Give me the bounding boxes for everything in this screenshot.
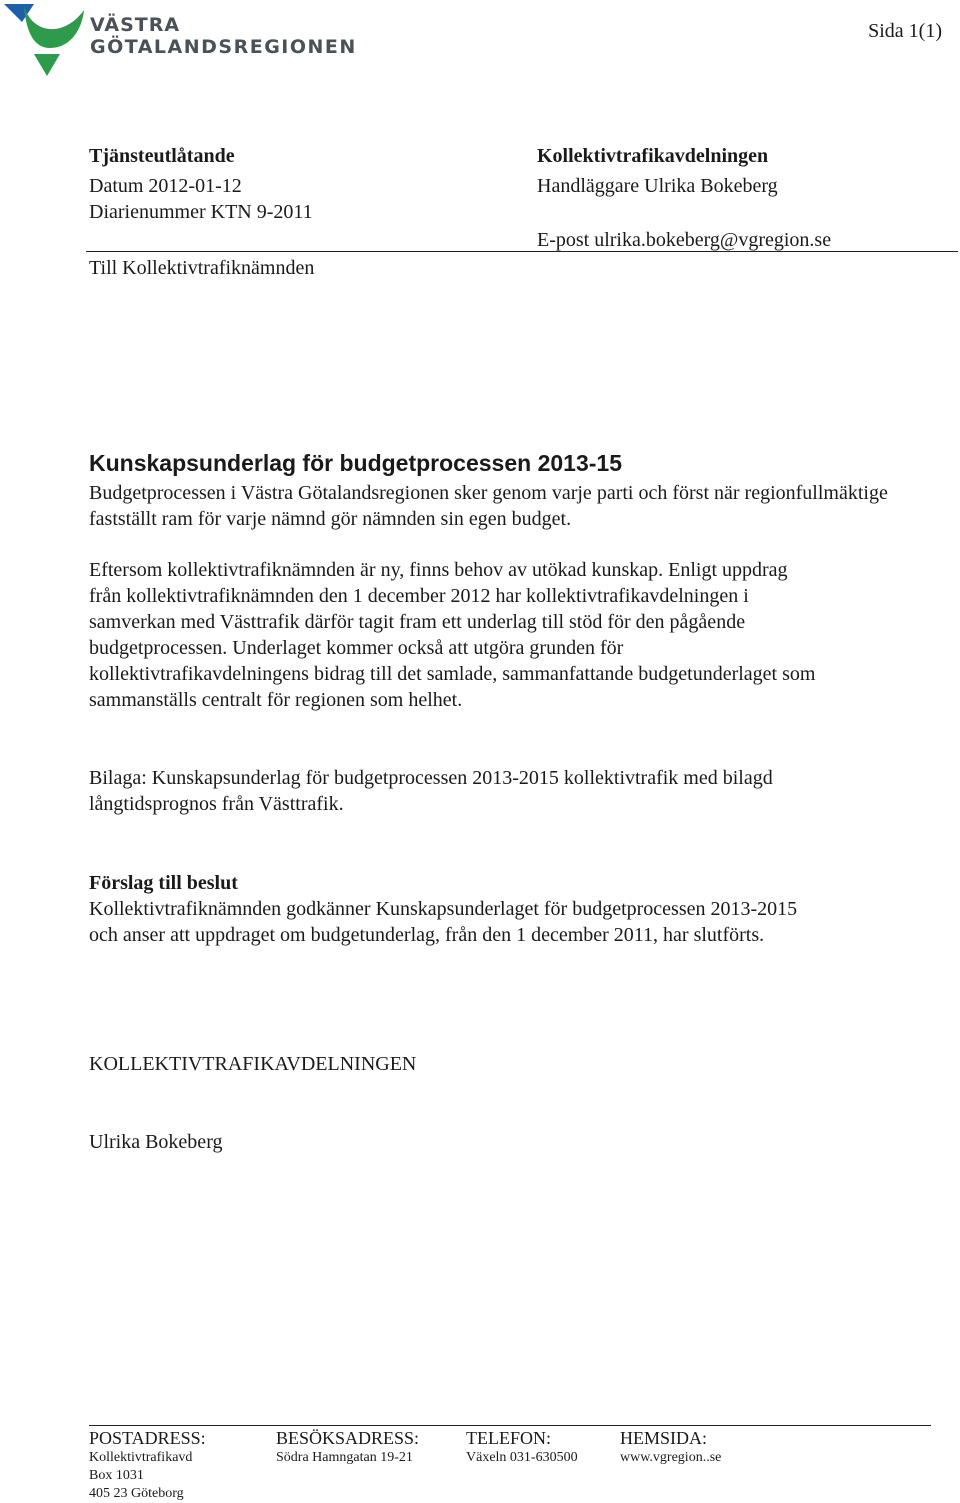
logo-line1: VÄSTRA: [90, 14, 181, 36]
proposal-text: Kollektivtrafiknämnden godkänner Kunskapsunderlaget för budgetprocessen 2013-2015 och anser att uppdraget om budgetunderlag, från den 1 december 2011, har slutförts.: [89, 898, 798, 946]
signature-department: KOLLEKTIVTRAFIKAVDELNINGEN: [89, 1053, 417, 1075]
footer-phone-line: Växeln 031-630500: [466, 1450, 578, 1465]
vgr-logo: [4, 4, 364, 76]
footer-phone: [466, 1427, 578, 1467]
proposal-heading: Förslag till beslut: [89, 872, 238, 894]
footer-visit-heading: BESÖKSADRESS:: [276, 1428, 420, 1448]
document-date: Datum 2012-01-12: [89, 175, 242, 197]
footer-visit: [276, 1427, 419, 1467]
footer-web-link[interactable]: www.vgregion..se: [620, 1450, 722, 1465]
page-number: Sida 1(1): [868, 20, 942, 42]
proposal-section: [89, 870, 809, 948]
footer-web: [620, 1427, 721, 1467]
department-name: Kollektivtrafikavdelningen: [537, 145, 769, 167]
header-divider: [86, 251, 958, 252]
footer-postal-heading: POSTADRESS:: [89, 1428, 206, 1448]
footer-divider: [89, 1425, 931, 1426]
logo-line2: GÖTALANDSREGIONEN: [90, 36, 357, 58]
footer-web-heading: HEMSIDA:: [620, 1428, 708, 1448]
footer-phone-heading: TELEFON:: [466, 1428, 551, 1448]
recipient: Till Kollektivtrafiknämnden: [89, 257, 315, 279]
footer-visit-line: Södra Hamngatan 19-21: [276, 1450, 413, 1465]
header-left: [89, 143, 313, 225]
footer-postal-line: 405 23 Göteborg: [89, 1486, 184, 1501]
footer-postal-line: Box 1031: [89, 1468, 144, 1483]
logo-mark-icon: [4, 4, 88, 76]
footer-postal: [89, 1427, 206, 1503]
diary-number: Diarienummer KTN 9-2011: [89, 201, 313, 223]
handler-name: Handläggare Ulrika Bokeberg: [537, 175, 778, 197]
logo-wordmark: [90, 14, 357, 58]
email-address[interactable]: E-post ulrika.bokeberg@vgregion.se: [537, 229, 832, 251]
paragraph-body: Eftersom kollektivtrafiknämnden är ny, finns behov av utökad kunskap. Enligt uppdrag från kollektivtrafiknämnden den 1 december 2012 har kollektivtrafikavdelningen i samverkan med Västtrafik därför tagit fram ett underlag till stöd för den pågående budgetprocessen. Underlaget kommer också att utgöra grunden för kollektivtrafikavdelningens bidrag till det samlade, sammanfattande budgetunderlaget som sammanställs centralt för regionen som helhet.: [89, 559, 816, 711]
signature-name: Ulrika Bokeberg: [89, 1131, 223, 1153]
document-title: Kunskapsunderlag för budgetprocessen 2013-15: [89, 450, 622, 476]
header-right: [537, 143, 778, 199]
document-type: Tjänsteutlåtande: [89, 145, 235, 167]
paragraph-intro: Budgetprocessen i Västra Götalandsregionen sker genom varje parti och först när regionfullmäktige fastställt ram för varje nämnd gör nämnden sin egen budget.: [89, 482, 888, 530]
paragraph-attachment: Bilaga: Kunskapsunderlag för budgetprocessen 2013-2015 kollektivtrafik med bilagd långtidsprognos från Västtrafik.: [89, 767, 773, 815]
footer-postal-line: Kollektivtrafikavd: [89, 1450, 193, 1465]
